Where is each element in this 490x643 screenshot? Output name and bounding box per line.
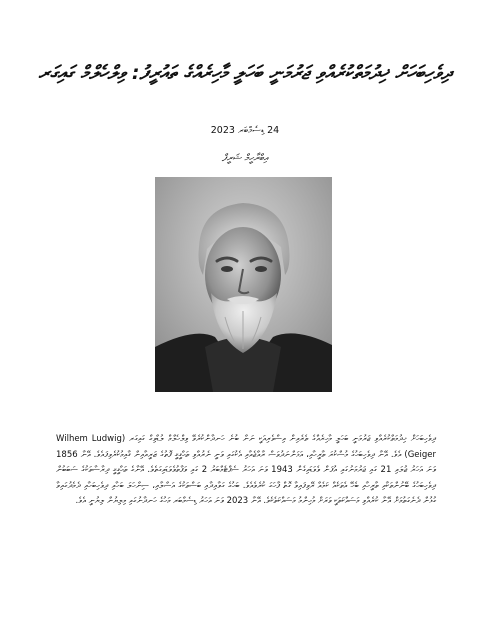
portrait-photo bbox=[155, 177, 332, 392]
article-body: ދިވެހިބަހަށް ޚިދުމަތްކުރެއްވި ޖަރުމަނީ ބަހަލީ މާހިރެއްގެ ތެރެއިން އިސްވެރިއަކީ ނަން ބުނެ ހަނދާންކުރެވޭ ވިލްހެލްމް ލުޑްވިގް ގައިގަރ (Wilhem Ludwig Geiger) އެވެ. އޭނާ ދިވެހިބަހުގެ މުސްކުރަ ތާރީހާއި، އަޅަންނަދުވަސް ރާއްޖެއާއި އެކުގައި ވަނީ ނެރުއްވި ތަޙްޤީޤީ ފޮތުގެ ޒަރީއާއިން ޤާއިމުކުރެވިފައެވެ. އޭނާ 1856 ވަނަ އަހަރު ޖުލައި 21 ގައި ޖަރުމަނުގައި އުފަން ވެވަޑައިގެން 1943 ވަނަ އަހަރު ސެޕްޓެމްބަރު 2 ގައި ވަފާތުވެވަޑައިގަތެވެ. އޭނާގެ ތަޙްޤީޤީ ދިރާސާތަކުގެ ސަބަބުން ދިވެހިބަހުގެ ބޭނުންތަކާއި ތާރީހާއި ބެހޭ އެތަކެއް ކަމެއް ރޭވިފައިވާ ގޮތް ފާހަގަ ކުރެވެއެވެ. ބަހުގެ ގަވާއިދާއި ބަސްތަކުގެ އަސްލާއި، ސިންހަލަ ބަހާއި ދިވެހިބަހާއި ދެމެދުގައިވާ ގުޅުން ދެނެގަތުމަށް އޭނާ ކުރެއްވި މަސައްކަތަކީ ވަރަށް މުހިންމު މަސައްކަތެކެވެ. އޭނާ 2023 ވަނަ އަހަރު ޑިސެމްބަރ މަހުގެ ހަނދާނުގައި މިލިޔުން ލިޔުނީ އެވެ. bbox=[56, 434, 436, 506]
article-title: ދިވެހިބަހަށް ޚިދުމަތްކުރެއްވި ޖަރުމަނީ ބަހަލީ މާހިރެއްގެ ތައުރީފު: ވިލްހެލްމް ގައިގަރ bbox=[38, 62, 452, 84]
article-date: 24 ޑިސެމްބަރ 2023 bbox=[210, 125, 280, 136]
article-author: އިބްރާހީމް ޝަރީފް bbox=[221, 153, 269, 164]
